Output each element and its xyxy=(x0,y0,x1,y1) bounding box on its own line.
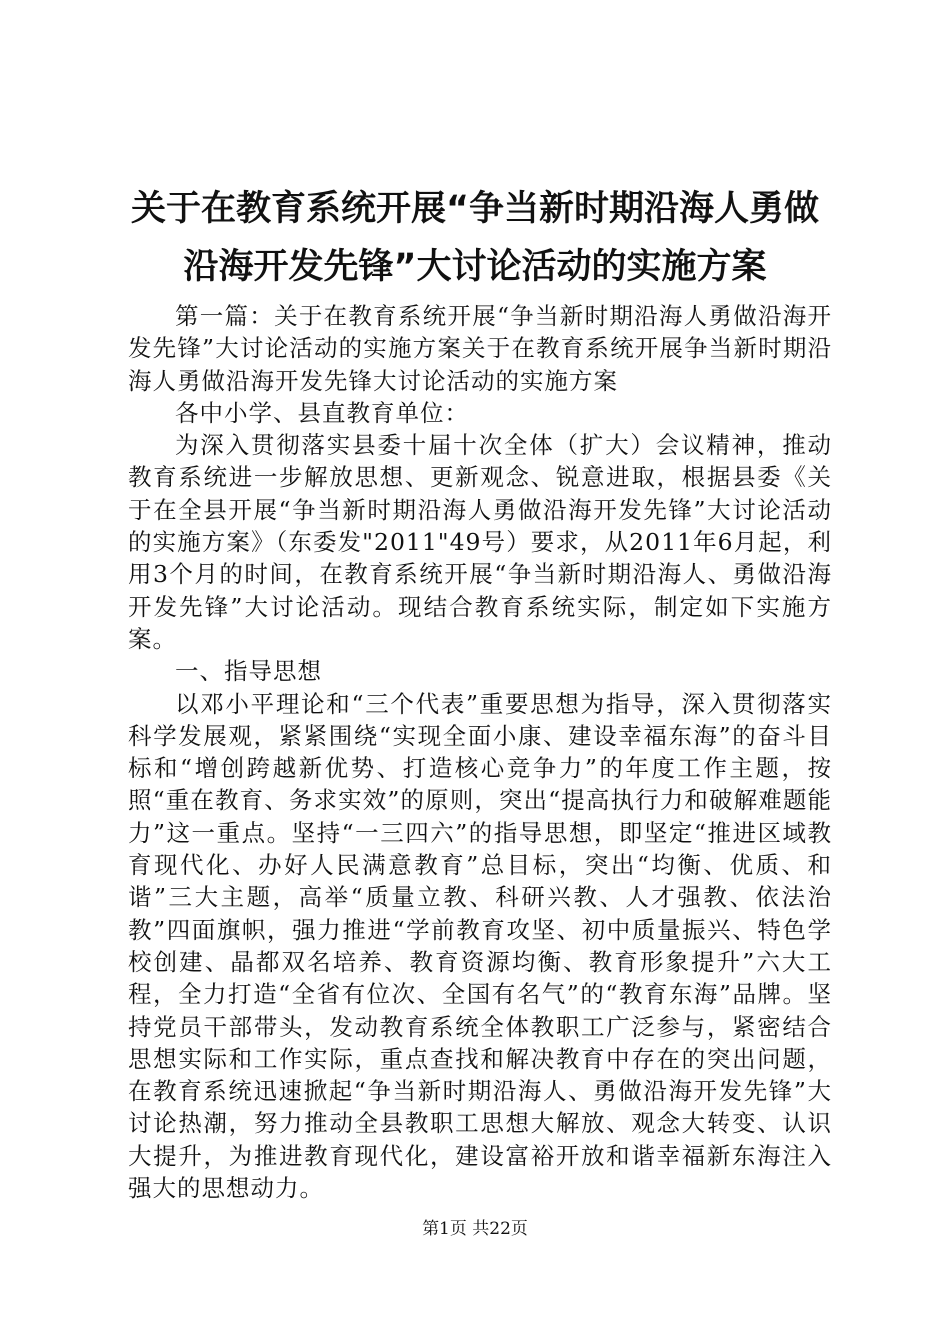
section-heading-guiding-ideology: 一、指导思想 xyxy=(175,657,322,686)
paragraph-salutation: 各中小学、县直教育单位： xyxy=(175,398,469,427)
paragraph-guiding-ideology: 以邓小平理论和“三个代表”重要思想为指导，深入贯彻落实科学发展观，紧紧围绕“实现全面小康、建设幸福东海”的奋斗目标和“增创跨越新优势、打造核心竞争力”的年度工作主题，按照“重在教育、务求实效”的原则，突出“提高执行力和破解难题能力”这一重点。坚持“一三四六”的指导思想，即坚定“推进区域教育现代化、办好人民满意教育”总目标，突出“均衡、优质、和谐”三大主题，高举“质量立教、科研兴教、人才强教、依法治教”四面旗帜，强力推进“学前教育攻坚、初中质量振兴、特色学校创建、晶都双名培养、教育资源均衡、教育形象提升”六大工程，全力打造“全省有位次、全国有名气”的“教育东海”品牌。坚持党员干部带头，发动教育系统全体教职工广泛参与，紧密结合思想实际和工作实际，重点查找和解决教育中存在的突出问题，在教育系统迅速掀起“争当新时期沿海人、勇做沿海开发先锋”大讨论热潮，努力推动全县教职工思想大解放、观念大转变、认识大提升，为推进教育现代化，建设富裕开放和谐幸福新东海注入强大的思想动力。 xyxy=(128,689,832,1203)
document-body xyxy=(128,300,832,1204)
title-line-1: 关于在教育系统开展“争当新时期沿海人勇做 xyxy=(130,189,819,229)
paragraph-purpose: 为深入贯彻落实县委十届十次全体（扩大）会议精神，推动教育系统进一步解放思想、更新观念、锐意进取，根据县委《关于在全县开展“争当新时期沿海人勇做沿海开发先锋”大讨论活动的实施方案》（东委发"2011"49号）要求，从2011年6月起，利用3个月的时间，在教育系统开展“争当新时期沿海人、勇做沿海开发先锋”大讨论活动。现结合教育系统实际，制定如下实施方案。 xyxy=(128,431,832,653)
paragraph-intro: 第一篇：关于在教育系统开展“争当新时期沿海人勇做沿海开发先锋”大讨论活动的实施方案关于在教育系统开展争当新时期沿海人勇做沿海开发先锋大讨论活动的实施方案 xyxy=(128,302,832,395)
document-title xyxy=(110,180,840,296)
title-line-2: 沿海开发先锋”大讨论活动的实施方案 xyxy=(183,247,767,287)
page-footer: 第1页 共22页 xyxy=(422,1219,528,1239)
